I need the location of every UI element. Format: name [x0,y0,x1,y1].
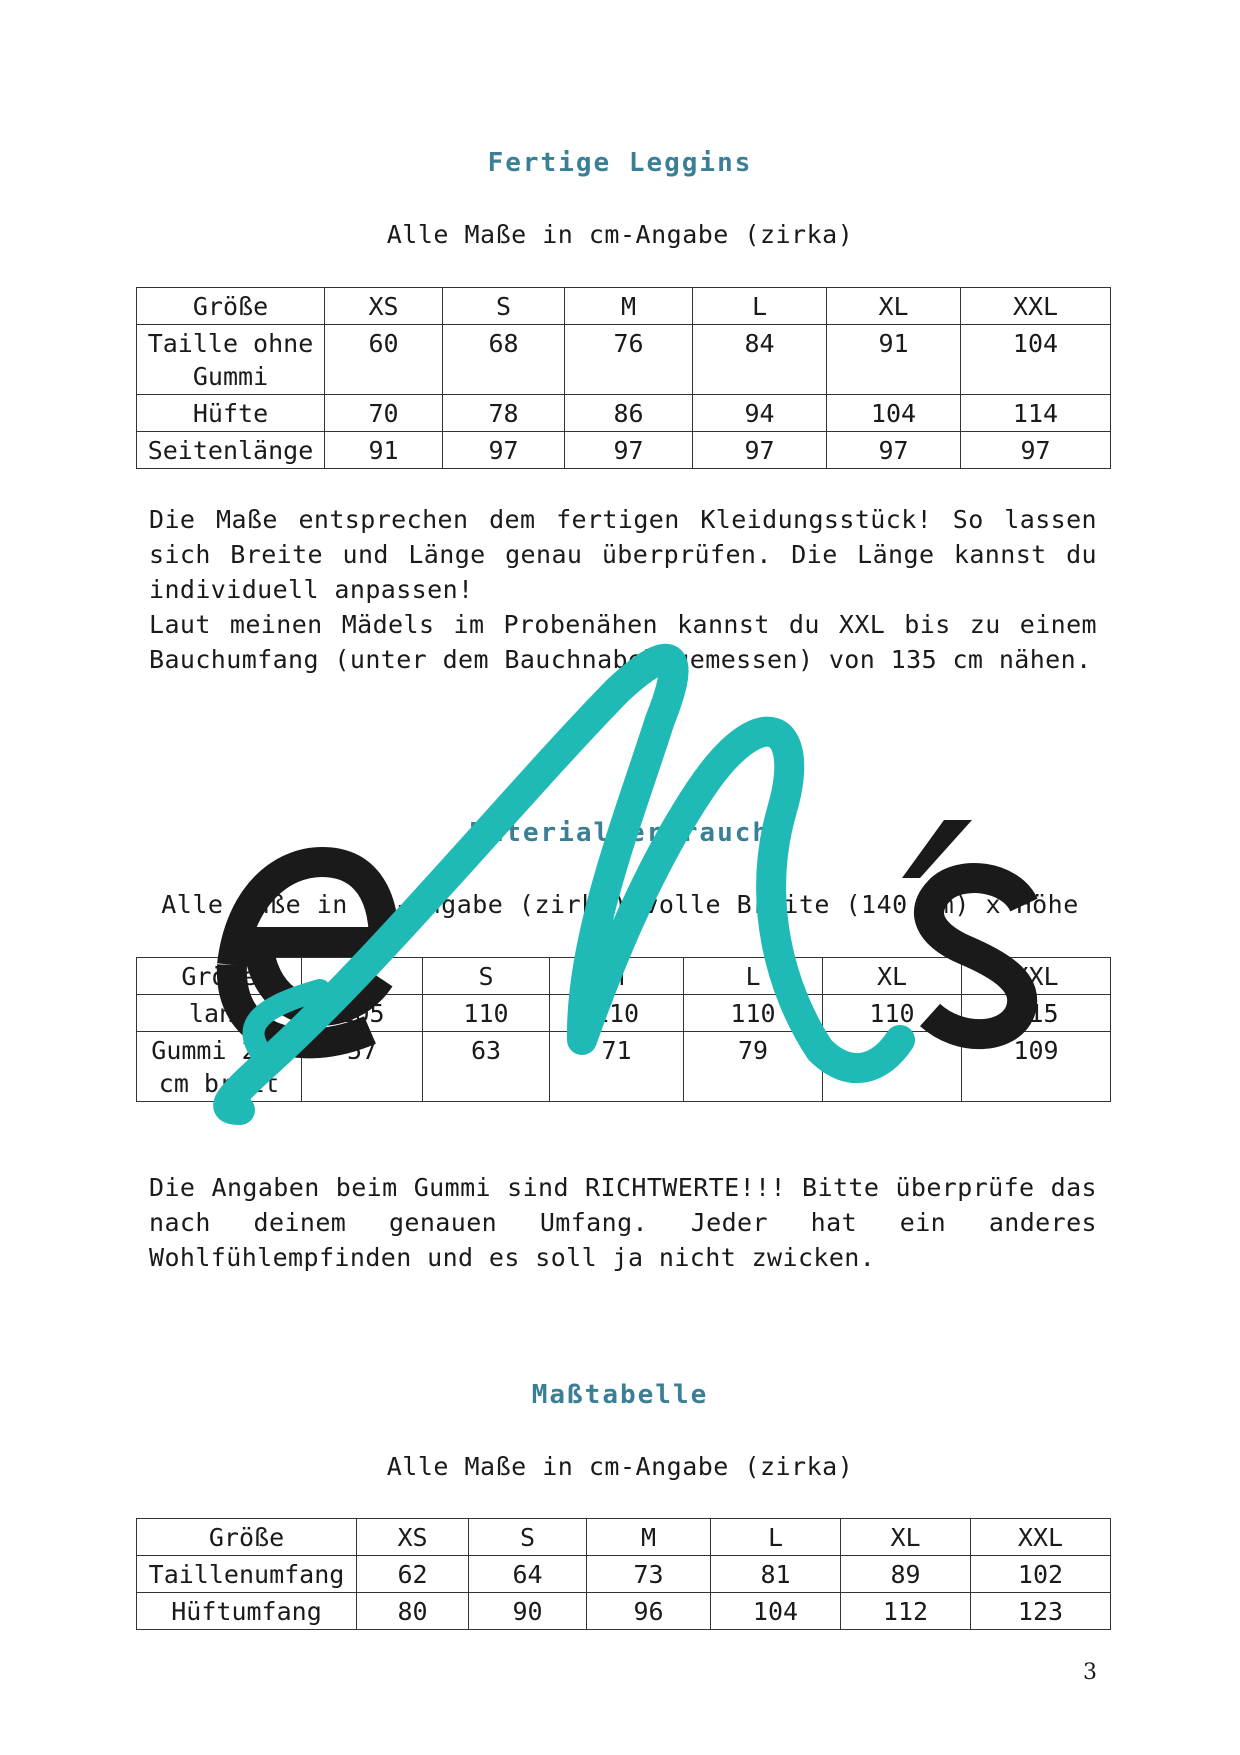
table-cell: M [550,958,684,995]
paragraph: Die Angaben beim Gummi sind RICHTWERTE!!! Bitte überprüfe das nach deinem genauen Umfang. Jeder hat ein anderes Wohlfühlempfinden und es soll ja nicht zwicken. [149,1173,1097,1272]
table-cell: XS [325,288,443,325]
subline-section1: Alle Maße in cm-Angabe (zirka) [386,220,854,249]
table-row [137,1032,1111,1102]
table-cell: 79 [684,1032,823,1102]
table-cell: S [443,288,565,325]
table-row [137,995,1111,1032]
subline-section3: Alle Maße in cm-Angabe (zirka) [386,1452,854,1481]
table-cell: L [684,958,823,995]
table-cell: 97 [961,432,1111,469]
table-cell: 109 [962,1032,1111,1102]
table-cell: Größe [137,958,302,995]
heading-fertige-leggins: Fertige Leggins [487,148,753,178]
heading-materialverbrauch: Materialverbrauch [469,818,771,848]
table-cell: 94 [693,395,827,432]
table-cell: 104 [961,325,1111,395]
table-cell: 91 [827,325,961,395]
table-cell: XXL [961,288,1111,325]
table-cell: 105 [302,995,423,1032]
table-cell: 110 [823,995,962,1032]
table-cell: 86 [565,395,693,432]
table-cell: 76 [565,325,693,395]
table-cell: L [693,288,827,325]
table-masstabelle [136,1518,1111,1630]
table-cell: 97 [693,432,827,469]
table-cell: 89 [841,1556,971,1593]
table-cell: 57 [302,1032,423,1102]
table-cell: M [587,1519,711,1556]
table-cell: 112 [841,1593,971,1630]
table-cell: Größe [137,1519,357,1556]
table-row [137,1556,1111,1593]
table-cell: S [469,1519,587,1556]
table-cell: L [711,1519,841,1556]
table-cell: Seitenlänge [137,432,325,469]
table-cell: XS [357,1519,469,1556]
table-cell: 96 [587,1593,711,1630]
table-cell: 110 [423,995,550,1032]
table-materialverbrauch [136,957,1111,1102]
paragraph-block-section2 [149,1170,1097,1275]
table-cell: 110 [684,995,823,1032]
paragraph: Laut meinen Mädels im Probenähen kannst du XXL bis zu einem Bauchumfang (unter dem Bauchnabel gemessen) von 135 cm nähen. [149,610,1097,674]
table-cell: Hüfte [137,395,325,432]
table-cell: Hüftumfang [137,1593,357,1630]
table-cell: Gummi 2,5 cm breit [137,1032,302,1102]
table-cell: 71 [550,1032,684,1102]
table-cell: 62 [357,1556,469,1593]
table-cell: XXL [971,1519,1111,1556]
table-cell: lang [137,995,302,1032]
table-cell: Größe [137,288,325,325]
table-cell: 114 [961,395,1111,432]
paragraph-block-section1 [149,502,1097,677]
paragraph: Die Maße entsprechen dem fertigen Kleidungsstück! So lassen sich Breite und Länge genau überprüfen. Die Länge kannst du individuell anpassen! [149,505,1097,604]
table-cell: 73 [587,1556,711,1593]
table-row [137,958,1111,995]
table-row [137,325,1111,395]
heading-masstabelle: Maßtabelle [531,1380,709,1410]
table-cell: 104 [827,395,961,432]
table-cell: 97 [827,432,961,469]
table-cell: 97 [565,432,693,469]
subline-section2: Alle Maße in cm-Angabe (zirka) volle Breite (140 cm) x Höhe [161,890,1079,919]
table-row [137,1519,1111,1556]
table-cell: 70 [325,395,443,432]
table-cell: 63 [423,1032,550,1102]
table-cell: 89 [823,1032,962,1102]
table-cell: 84 [693,325,827,395]
table-cell: 81 [711,1556,841,1593]
table-cell: 64 [469,1556,587,1593]
table-cell: 115 [962,995,1111,1032]
table-cell: 102 [971,1556,1111,1593]
table-row [137,432,1111,469]
table-row [137,1593,1111,1630]
table-fertige-leggins [136,287,1111,469]
table-cell: XL [841,1519,971,1556]
table-cell: S [423,958,550,995]
table-cell: 90 [469,1593,587,1630]
page-number: 3 [1083,1660,1097,1685]
table-cell: 68 [443,325,565,395]
table-row [137,288,1111,325]
table-cell: 60 [325,325,443,395]
table-cell: XL [823,958,962,995]
table-cell: Taillenumfang [137,1556,357,1593]
table-cell: 123 [971,1593,1111,1630]
table-cell: 78 [443,395,565,432]
table-cell: Taille ohne Gummi [137,325,325,395]
table-cell: 104 [711,1593,841,1630]
table-cell: XL [827,288,961,325]
table-cell: M [565,288,693,325]
table-cell: XS [302,958,423,995]
table-cell: 97 [443,432,565,469]
table-cell: XXL [962,958,1111,995]
table-cell: 110 [550,995,684,1032]
table-cell: 80 [357,1593,469,1630]
table-row [137,395,1111,432]
table-cell: 91 [325,432,443,469]
